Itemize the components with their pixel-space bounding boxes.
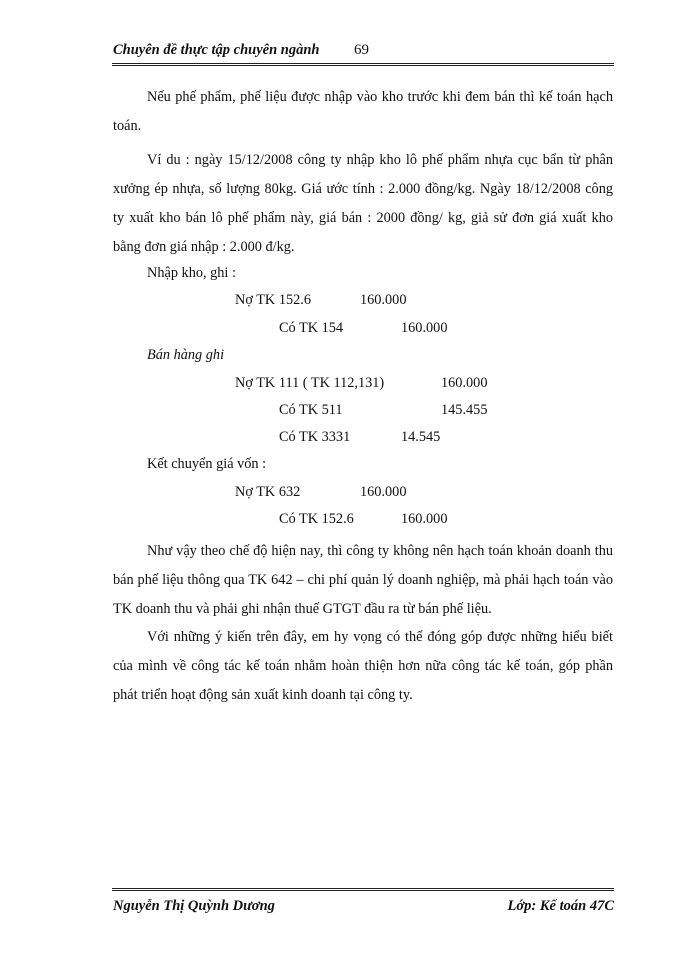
paragraph-conclusion-2: Với những ý kiến trên đây, em hy vọng có thể đóng góp được những hiểu biết của mình về công tác kế toán nhằm hoàn thiện hơn nữa công tác kế toán, góp phần phát triển hoạt động sản xuất kinh doanh tại công ty.	[113, 629, 613, 703]
footer-class: Lớp: Kế toán 47C	[507, 898, 614, 914]
paragraph-conclusion-1: Như vậy theo chế độ hiện nay, thì công ty không nên hạch toán khoản doanh thu bán phế liệu thông qua TK 642 – chi phí quản lý doanh nghiệp, mà phải hạch toán vào TK doanh thu và phải ghi nhận thuế GTGT đầu ra từ bán phế liệu.	[113, 543, 613, 617]
credit-amount: 160.000	[401, 511, 448, 527]
credit-account: Có TK 154	[279, 320, 344, 336]
footer-rule	[112, 888, 614, 891]
credit-amount: 145.455	[441, 402, 488, 418]
credit-amount: 160.000	[401, 320, 448, 336]
footer-author: Nguyễn Thị Quỳnh Dương	[113, 898, 275, 914]
page-number: 69	[354, 42, 369, 58]
entry-heading-nhap-kho: Nhập kho, ghi :	[147, 265, 236, 281]
debit-account: Nợ TK 111 ( TK 112,131)	[235, 375, 385, 391]
entry-heading-ban-hang: Bán hàng ghi	[147, 347, 225, 363]
paragraph-example: Ví du : ngày 15/12/2008 công ty nhập kho lô phế phẩm nhựa cục bẩn từ phân xưởng ép nhựa, số lượng 80kg. Giá ước tính : 2.000 đồng/kg. Ngày 18/12/2008 công ty xuất kho bán lô phế phẩm này, giá bán : 2000 đồng/ kg, giả sử đơn giá xuất kho bằng đơn giá nhập : 2.000 đ/kg.	[113, 152, 613, 255]
credit-account: Có TK 152.6	[279, 511, 354, 527]
debit-amount: 160.000	[360, 484, 407, 500]
credit-account: Có TK 3331	[279, 429, 351, 445]
header-rule	[112, 63, 614, 66]
credit-account: Có TK 511	[279, 402, 343, 418]
header-title: Chuyên đề thực tập chuyên ngành	[113, 42, 320, 58]
entry-heading-ket-chuyen: Kết chuyển giá vốn :	[147, 456, 267, 472]
debit-account: Nợ TK 632	[235, 484, 301, 500]
debit-amount: 160.000	[441, 375, 488, 391]
credit-amount: 14.545	[401, 429, 441, 445]
debit-amount: 160.000	[360, 292, 407, 308]
paragraph-intro: Nếu phế phẩm, phế liệu được nhập vào kho trước khi đem bán thì kế toán hạch toán.	[113, 89, 613, 134]
debit-account: Nợ TK 152.6	[235, 292, 312, 308]
